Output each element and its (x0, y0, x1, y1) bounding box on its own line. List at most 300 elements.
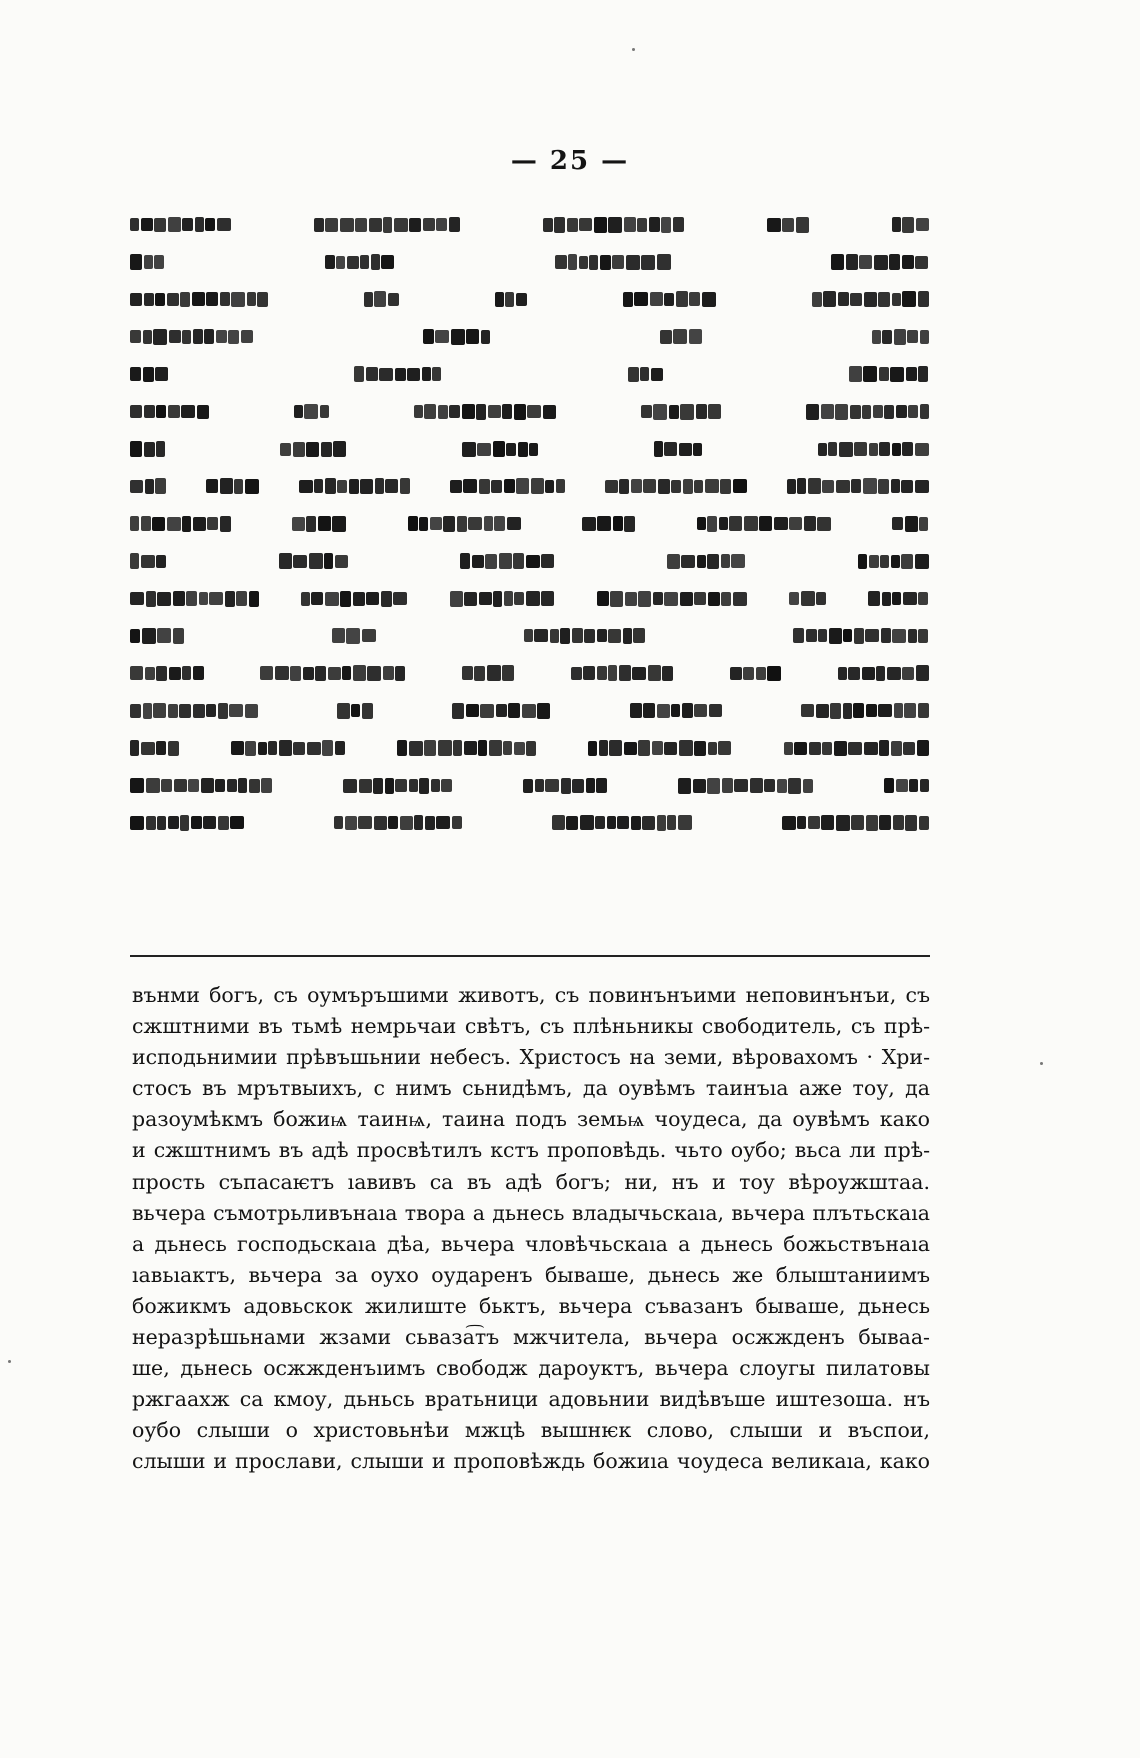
glagolitic-glyph (279, 740, 292, 756)
scan-speck (1040, 1062, 1043, 1065)
glagolitic-glyph (144, 442, 155, 457)
glagolitic-glyph (257, 292, 268, 307)
glagolitic-glyph (806, 629, 817, 642)
glagolitic-glyph (595, 816, 605, 829)
glagolitic-glyph (203, 816, 216, 829)
glagolitic-glyph (318, 516, 331, 531)
glagolitic-word (206, 478, 260, 494)
glagolitic-glyph (424, 404, 436, 419)
glagolitic-glyph (561, 778, 571, 794)
glagolitic-word (818, 442, 931, 457)
glagolitic-glyph (388, 293, 399, 306)
glagolitic-glyph (623, 628, 632, 644)
glagolitic-glyph (478, 740, 487, 756)
glagolitic-glyph (303, 667, 314, 680)
glagolitic-word (667, 554, 747, 569)
glagolitic-glyph (514, 742, 525, 755)
glagolitic-glyph (829, 628, 842, 644)
glagolitic-glyph (464, 592, 477, 606)
glagolitic-glyph (638, 591, 651, 607)
glagolitic-word (641, 404, 723, 420)
glagolitic-glyph (373, 778, 383, 794)
glagolitic-glyph (892, 217, 901, 232)
glagolitic-glyph (383, 666, 394, 680)
text-line: вънми богъ, съ оумъръшими животъ, съ повинънъими неповинънъи, съ (132, 983, 930, 1007)
glagolitic-glyph (191, 816, 202, 829)
glagolitic-glyph (869, 555, 879, 568)
glagolitic-glyph (182, 330, 191, 344)
glagolitic-glyph (366, 367, 378, 381)
glagolitic-word (831, 254, 930, 270)
glagolitic-glyph (880, 555, 889, 568)
glagolitic-glyph (508, 703, 520, 718)
glagolitic-glyph (130, 553, 139, 569)
glagolitic-glyph (360, 479, 373, 494)
glagolitic-glyph (193, 517, 206, 531)
glagolitic-glyph (630, 703, 642, 718)
glagolitic-glyph (777, 779, 787, 793)
glagolitic-glyph (423, 329, 434, 344)
glagolitic-glyph (292, 517, 305, 531)
glagolitic-glyph (141, 742, 155, 755)
glagolitic-glyph (854, 628, 864, 644)
glagolitic-glyph (451, 329, 465, 345)
glagolitic-glyph (337, 703, 350, 719)
glagolitic-glyph (649, 217, 660, 232)
glagolitic-word (784, 740, 931, 756)
glagolitic-glyph (168, 217, 181, 232)
glagolitic-glyph (801, 704, 814, 717)
glagolitic-glyph (664, 592, 678, 606)
glagolitic-glyph (623, 292, 633, 307)
glagolitic-glyph (364, 292, 373, 307)
glagolitic-glyph (155, 293, 165, 306)
glagolitic-glyph (156, 666, 167, 681)
glagolitic-glyph (395, 779, 407, 792)
glagolitic-glyph (345, 816, 357, 830)
glagolitic-glyph (908, 629, 917, 643)
glagolitic-glyph (682, 703, 693, 718)
glagolitic-glyph (309, 553, 323, 569)
glagolitic-glyph (299, 480, 313, 493)
glagolitic-glyph (347, 256, 359, 269)
glagolitic-glyph (896, 779, 908, 792)
glagolitic-glyph (767, 218, 781, 232)
glagolitic-glyph (328, 667, 341, 680)
glagolitic-glyph (653, 592, 663, 605)
glagolitic-glyph (315, 666, 326, 681)
glagolitic-glyph (130, 740, 139, 756)
glagolitic-word (597, 591, 749, 607)
glagolitic-glyph (438, 405, 448, 419)
glagolitic-word (130, 367, 170, 382)
glagolitic-glyph (201, 778, 214, 793)
glagolitic-glyph (693, 779, 706, 793)
glagolitic-glyph (325, 592, 339, 606)
glagolitic-glyph (217, 218, 231, 231)
glagolitic-glyph (346, 628, 360, 644)
glagolitic-glyph (918, 291, 929, 307)
glagolitic-glyph (487, 665, 501, 681)
glagolitic-glyph (157, 592, 171, 606)
glagolitic-glyph (422, 367, 431, 381)
glagolitic-glyph (816, 592, 826, 605)
glagolitic-glyph (374, 816, 387, 830)
glagolitic-glyph (882, 330, 892, 344)
glagolitic-word (697, 516, 833, 532)
text-line: ше, дьнесь осжжденъıимъ свободж дароуктъ, вьчера слоугы пилатовы (132, 1356, 930, 1381)
glagolitic-word (868, 591, 930, 606)
glagolitic-word (849, 366, 930, 382)
glagolitic-glyph (130, 330, 141, 343)
glagolitic-glyph (801, 591, 815, 606)
glagolitic-glyph (464, 741, 477, 755)
glagolitic-glyph (234, 479, 243, 494)
glagolitic-glyph (145, 667, 155, 680)
glagolitic-glyph (884, 778, 894, 793)
glagolitic-glyph (275, 666, 289, 680)
glagolitic-glyph (449, 217, 460, 232)
glagolitic-glyph (812, 292, 822, 307)
glagolitic-glyph (169, 330, 181, 343)
glagolitic-glyph (767, 666, 781, 681)
glagolitic-glyph (854, 442, 867, 456)
glagolitic-glyph (450, 591, 463, 607)
glagolitic-glyph (367, 666, 381, 681)
glagolitic-glyph (909, 779, 918, 792)
glagolitic-glyph (395, 666, 405, 681)
glagolitic-glyph (207, 517, 218, 530)
glagolitic-glyph (479, 592, 492, 605)
glagolitic-glyph (155, 367, 168, 381)
glagolitic-glyph (580, 815, 594, 830)
glagolitic-glyph (818, 443, 827, 456)
glagolitic-glyph (395, 368, 406, 381)
glagolitic-glyph (514, 404, 526, 420)
glagolitic-glyph (249, 591, 259, 607)
glagolitic-glyph (174, 779, 187, 792)
glagolitic-glyph (600, 255, 611, 270)
glagolitic-glyph (306, 442, 319, 457)
glagolitic-glyph (523, 779, 533, 793)
glagolitic-glyph (850, 405, 861, 419)
glagolitic-glyph (231, 741, 244, 755)
glagolitic-glyph (489, 740, 502, 756)
glagolitic-glyph (650, 292, 663, 306)
glagolitic-glyph (816, 704, 829, 718)
glagolitic-glyph (220, 516, 231, 532)
section-divider (130, 955, 930, 957)
glagolitic-glyph (220, 292, 230, 306)
glagolitic-glyph (671, 704, 680, 717)
glagolitic-glyph (130, 666, 143, 680)
glagolitic-glyph (336, 256, 345, 269)
glagolitic-glyph (527, 405, 541, 418)
glagolitic-glyph (156, 555, 166, 568)
glagolitic-glyph (869, 443, 878, 456)
glagolitic-glyph (689, 292, 700, 306)
glagolitic-glyph (325, 478, 336, 494)
glagolitic-glyph (294, 405, 303, 418)
glagolitic-word (334, 815, 463, 830)
glagolitic-glyph (554, 217, 565, 233)
glagolitic-glyph (279, 553, 292, 569)
glagolitic-glyph (499, 553, 512, 569)
glagolitic-word (495, 292, 529, 307)
glagolitic-glyph (915, 443, 929, 456)
text-line: стосъ въ мрътвыихъ, с нимъ сьнидѣмъ, да оувѣмъ таинъıа аже тоу, да (132, 1076, 930, 1101)
glagolitic-glyph (393, 592, 407, 605)
glagolitic-glyph (892, 293, 901, 306)
glagolitic-glyph (597, 629, 607, 642)
glagolitic-glyph (449, 405, 460, 418)
glagolitic-glyph (545, 480, 554, 493)
glagolitic-glyph (584, 629, 595, 643)
glagolitic-glyph (750, 778, 763, 793)
glagolitic-glyph (901, 554, 913, 569)
glagolitic-glyph (624, 217, 636, 232)
glagolitic-glyph (468, 517, 482, 530)
glagolitic-glyph (381, 255, 394, 269)
glagolitic-glyph (152, 517, 165, 531)
glagolitic-glyph (890, 367, 904, 382)
glagolitic-glyph (708, 592, 720, 606)
glagolitic-glyph (514, 592, 524, 605)
glagolitic-word (130, 478, 168, 494)
glagolitic-glyph (526, 555, 540, 568)
glagolitic-glyph (179, 704, 191, 718)
glagolitic-glyph (141, 555, 155, 568)
glagolitic-word (787, 478, 931, 494)
glagolitic-glyph (466, 329, 479, 344)
glagolitic-glyph (853, 703, 864, 718)
glagolitic-glyph (693, 443, 702, 456)
glagolitic-glyph (157, 628, 171, 643)
glagolitic-word (524, 628, 647, 644)
glagolitic-glyph (846, 254, 858, 270)
glagolitic-glyph (719, 517, 728, 530)
glagolitic-word (130, 553, 168, 569)
glagolitic-glyph (681, 555, 695, 568)
glagolitic-line (130, 543, 930, 580)
glagolitic-glyph (797, 816, 806, 829)
glagolitic-glyph (862, 405, 871, 419)
glagolitic-glyph (583, 666, 595, 680)
glagolitic-glyph (450, 480, 462, 493)
glagolitic-glyph (734, 779, 748, 792)
glagolitic-glyph (241, 330, 253, 343)
glagolitic-glyph (225, 591, 235, 607)
glagolitic-glyph (902, 217, 914, 233)
glagolitic-glyph (560, 628, 570, 644)
glagolitic-glyph (354, 366, 364, 382)
glagolitic-glyph (892, 592, 901, 605)
glagolitic-glyph (535, 779, 544, 792)
glagolitic-glyph (130, 367, 141, 381)
glagolitic-glyph (588, 741, 597, 756)
glagolitic-word (292, 516, 348, 532)
glagolitic-glyph (891, 741, 902, 756)
glagolitic-word (588, 740, 733, 756)
glagolitic-glyph (130, 816, 144, 830)
glagolitic-glyph (141, 218, 153, 231)
glagolitic-line (130, 243, 930, 280)
glagolitic-glyph (664, 742, 677, 755)
glagolitic-glyph (130, 218, 139, 231)
glagolitic-word (605, 479, 749, 494)
glagolitic-word (280, 441, 348, 457)
glagolitic-glyph (918, 592, 928, 605)
glagolitic-glyph (605, 480, 618, 493)
glagolitic-word (872, 329, 931, 345)
glagolitic-glyph (851, 479, 861, 493)
glagolitic-glyph (524, 629, 533, 642)
glagolitic-glyph (839, 442, 853, 457)
glagolitic-glyph (545, 779, 559, 792)
glagolitic-word (628, 367, 665, 382)
glagolitic-glyph (130, 704, 141, 718)
glagolitic-glyph (541, 554, 554, 568)
glagolitic-glyph (502, 404, 512, 419)
glagolitic-glyph (916, 665, 929, 681)
glagolitic-glyph (850, 293, 862, 306)
glagolitic-glyph (866, 815, 878, 831)
glagolitic-glyph (902, 291, 916, 307)
glagolitic-glyph (409, 741, 423, 756)
glagolitic-glyph (631, 816, 641, 830)
glagolitic-glyph (130, 778, 144, 793)
glagolitic-glyph (157, 816, 166, 830)
glagolitic-glyph (435, 330, 449, 343)
glagolitic-glyph (891, 479, 900, 493)
glagolitic-word (343, 778, 454, 794)
glagolitic-word (523, 778, 609, 794)
glagolitic-glyph (873, 405, 883, 418)
glagolitic-glyph (375, 478, 384, 494)
glagolitic-glyph (146, 591, 156, 607)
glagolitic-line (130, 430, 930, 467)
glagolitic-glyph (797, 478, 806, 494)
glagolitic-glyph (496, 704, 507, 717)
glagolitic-glyph (633, 628, 645, 643)
glagolitic-glyph (293, 555, 307, 568)
glagolitic-glyph (130, 629, 140, 643)
glagolitic-glyph (903, 742, 915, 755)
glagolitic-glyph (156, 405, 166, 418)
glagolitic-glyph (834, 741, 847, 756)
glagolitic-glyph (868, 591, 880, 606)
glagolitic-glyph (130, 480, 143, 493)
glagolitic-glyph (662, 666, 673, 681)
glagolitic-glyph (209, 592, 223, 605)
glagolitic-word (767, 217, 811, 233)
glagolitic-word (806, 404, 930, 420)
text-line: а дьнесь господьскаıа дѣа, вьчера чловѣчьскаıа а дьнесь божьствънаıа (132, 1231, 930, 1256)
glagolitic-glyph (902, 442, 913, 456)
glagolitic-line (130, 505, 930, 542)
glagolitic-glyph (788, 778, 801, 794)
glagolitic-glyph (215, 779, 225, 792)
glagolitic-glyph (340, 591, 351, 607)
glagolitic-glyph (730, 667, 742, 680)
glagolitic-glyph (238, 778, 247, 793)
glagolitic-glyph (721, 592, 731, 606)
glagolitic-glyph (676, 291, 688, 307)
glagolitic-glyph (193, 329, 203, 344)
glagolitic-glyph (430, 517, 442, 530)
glagolitic-glyph (414, 815, 423, 830)
glagolitic-glyph (638, 740, 650, 756)
glagolitic-glyph (673, 217, 684, 232)
glagolitic-glyph (894, 329, 906, 345)
glagolitic-glyph (821, 815, 834, 830)
glagolitic-glyph (572, 628, 583, 643)
glagolitic-line (130, 468, 930, 505)
glagolitic-glyph (543, 405, 556, 419)
glagolitic-glyph (146, 778, 160, 793)
glagolitic-word (299, 478, 412, 494)
glagolitic-glyph (609, 740, 622, 756)
glagolitic-glyph (743, 667, 754, 680)
glagolitic-glyph (409, 779, 418, 792)
glagolitic-glyph (887, 667, 901, 680)
glagolitic-glyph (879, 815, 891, 830)
glagolitic-glyph (916, 218, 929, 231)
glagolitic-glyph (182, 218, 193, 231)
glagolitic-glyph (457, 516, 467, 532)
glagolitic-glyph (537, 703, 550, 719)
text-line: божикмъ адовьскок жилиште бьктъ, вьчера съвазанъ бываше, дьнесь (132, 1293, 930, 1318)
glagolitic-glyph (694, 704, 707, 717)
glagolitic-word (130, 254, 166, 270)
glagolitic-glyph (419, 778, 429, 794)
glagolitic-glyph (680, 404, 694, 420)
glagolitic-glyph (142, 628, 156, 644)
glagolitic-glyph (182, 666, 191, 680)
glagolitic-word (460, 553, 556, 569)
glagolitic-glyph (479, 479, 490, 494)
glagolitic-glyph (379, 368, 393, 381)
glagolitic-word (462, 441, 540, 457)
glagolitic-glyph (808, 816, 820, 829)
glagolitic-glyph (848, 667, 860, 680)
glagolitic-glyph (220, 478, 233, 494)
glagolitic-glyph (594, 217, 607, 233)
glagolitic-word (555, 254, 673, 270)
glagolitic-glyph (543, 218, 553, 232)
glagolitic-word (892, 217, 931, 233)
glagolitic-glyph (789, 592, 799, 605)
glagolitic-glyph (679, 443, 692, 456)
glagolitic-glyph (641, 255, 655, 270)
glagolitic-glyph (156, 441, 165, 457)
glagolitic-glyph (381, 591, 392, 607)
glagolitic-glyph (504, 479, 515, 493)
glagolitic-glyph (872, 330, 881, 344)
glagolitic-glyph (642, 816, 655, 830)
glagolitic-glyph (130, 592, 144, 605)
glagolitic-glyph (858, 554, 867, 569)
glagolitic-glyph (586, 778, 595, 793)
glagolitic-glyph (374, 291, 386, 307)
glagolitic-glyph (359, 779, 372, 793)
text-line: прость съпасаѥтъ ıавивъ са въ адѣ богъ; ни, нъ и тоу вѣроужштаа. (132, 1169, 930, 1194)
glagolitic-glyph (156, 741, 166, 755)
glagolitic-word (130, 666, 205, 681)
glagolitic-glyph (245, 741, 256, 756)
glagolitic-glyph (863, 478, 877, 494)
glagolitic-glyph (333, 441, 346, 457)
